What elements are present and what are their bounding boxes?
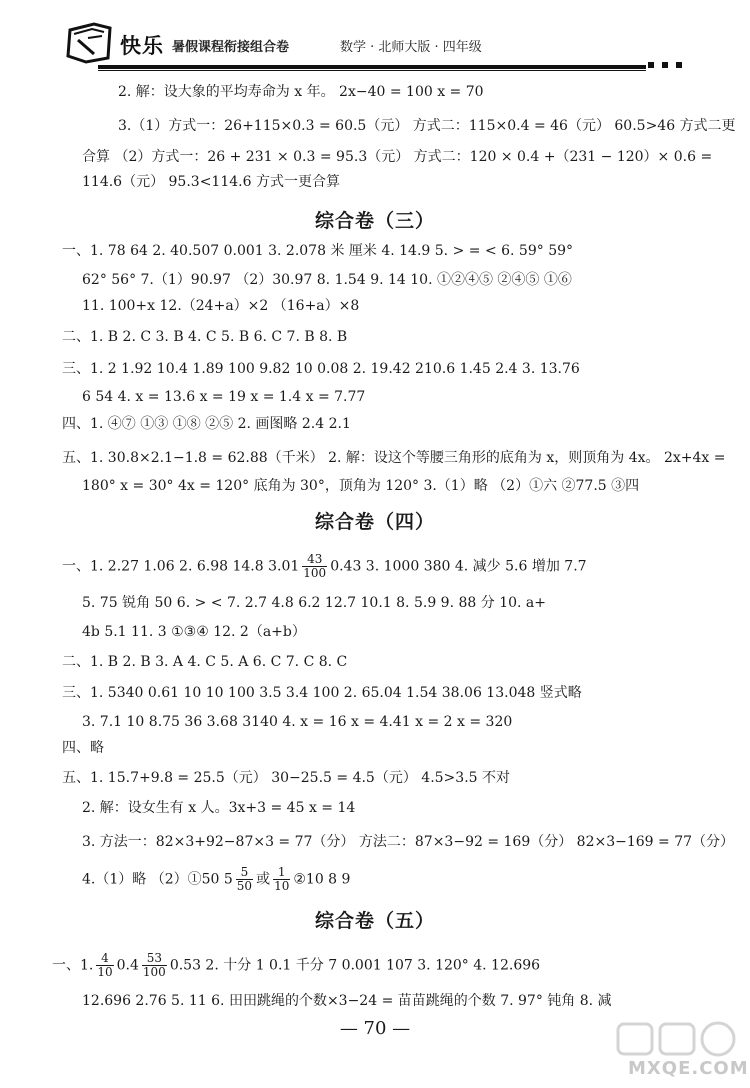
answer-line: 5. 75 锐角 50 6. > < 7. 2.7 4.8 6.2 12.7 10.1 8. 5.9 9. 88 分 10. a+ xyxy=(82,595,546,611)
answer-line: 一、1. 78 64 2. 40.507 0.001 3. 2.078 米 厘米 4. 14.9 5. > = < 6. 59° 59° xyxy=(62,243,574,259)
header-rule xyxy=(98,65,646,69)
denominator: 50 xyxy=(236,879,253,893)
fraction xyxy=(273,866,290,893)
page-header xyxy=(0,0,750,80)
answer-text: ②10 8 9 xyxy=(293,871,351,888)
answer-text: 一、1. 2.27 1.06 2. 6.98 14.8 3.01 xyxy=(62,558,300,575)
answer-line xyxy=(52,952,540,979)
answer-line: 3. 方法一：82×3+92−87×3 = 77（分） 方法二：87×3−92 = 169（分） 82×3−169 = 77（分） xyxy=(82,834,735,850)
numerator: 53 xyxy=(142,952,167,966)
numerator: 4 xyxy=(96,952,113,966)
answer-line xyxy=(62,553,587,580)
answer-line: 6 54 4. x = 13.6 x = 19 x = 1.4 x = 7.77 xyxy=(82,389,366,405)
header-square-icon xyxy=(676,62,682,68)
answer-line: 4b 5.1 11. 3 ①③④ 12. 2（a+b） xyxy=(82,624,306,640)
header-square-icon xyxy=(648,62,654,68)
answer-text: 0.43 3. 1000 380 4. 减少 5.6 增加 7.7 xyxy=(330,558,587,575)
answer-line: 合算 （2）方式一：26 + 231 × 0.3 = 95.3（元） 方式二：120 × 0.4 +（231 − 120）× 0.6 = xyxy=(82,149,713,165)
denominator: 10 xyxy=(97,965,113,979)
denominator: 100 xyxy=(303,566,327,580)
answer-line: 12.696 2.76 5. 11 6. 田田跳绳的个数×3−24 = 苗苗跳绳的个数 7. 97° 钝角 8. 减 xyxy=(82,993,612,1009)
answer-line: 2. 解：设大象的平均寿命为 x 年。 2x−40 = 100 x = 70 xyxy=(118,84,484,100)
answer-line: 二、1. B 2. B 3. A 4. C 5. A 6. C 7. C 8. C xyxy=(62,654,348,670)
denominator: 100 xyxy=(142,965,166,979)
answer-line: 二、1. B 2. C 3. B 4. C 5. B 6. C 7. B 8. B xyxy=(62,329,348,345)
brand-title: 快乐 xyxy=(120,34,164,58)
fraction xyxy=(96,952,113,979)
answer-text: 0.53 2. 十分 1 0.1 千分 7 0.001 107 3. 120° 4. 12.696 xyxy=(169,957,541,974)
fraction xyxy=(302,553,327,580)
answer-line: 四、略 xyxy=(62,740,104,756)
answer-line: 四、1. ④⑦ ①③ ①⑧ ②⑤ 2. 画图略 2.4 2.1 xyxy=(62,416,351,432)
answer-text: 0.4 xyxy=(116,957,139,974)
answer-line: 2. 解：设女生有 x 人。3x+3 = 45 x = 14 xyxy=(82,800,356,816)
numerator: 43 xyxy=(302,553,327,567)
book-logo-icon xyxy=(64,20,116,66)
fraction xyxy=(236,866,253,893)
answer-line: 180° x = 30° 4x = 120° 底角为 30°，顶角为 120° 3.（1）略 （2）①六 ②77.5 ③四 xyxy=(82,478,640,494)
answer-line: 11. 100+x 12.（24+a）×2 （16+a）×8 xyxy=(82,298,360,314)
answer-line: 114.6（元） 95.3<114.6 方式一更合算 xyxy=(82,174,340,190)
answer-line: 五、1. 15.7+9.8 = 25.5（元） 30−25.5 = 4.5（元） 4.5>3.5 不对 xyxy=(62,770,510,786)
section-title: 综合卷（三） xyxy=(314,210,435,232)
answer-line: 62° 56° 7.（1）90.97 （2）30.97 8. 1.54 9. 14 10. ①②④⑤ ②④⑤ ①⑥ xyxy=(82,272,572,288)
answer-line: 三、1. 5340 0.61 10 10 100 3.5 3.4 100 2. 65.04 1.54 38.06 13.048 竖式略 xyxy=(62,685,582,701)
answer-line: 三、1. 2 1.92 10.4 1.89 100 9.82 10 0.08 2. 19.42 210.6 1.45 2.4 3. 13.76 xyxy=(62,361,580,377)
answer-text: 或 xyxy=(256,871,271,888)
fraction xyxy=(142,952,167,979)
answer-line: 五、1. 30.8×2.1−1.8 = 62.88（千米） 2. 解：设这个等腰三角形的底角为 x，则顶角为 4x。 2x+4x = xyxy=(62,450,726,466)
answer-text: 4.（1）略 （2）①50 5 xyxy=(82,871,233,888)
denominator: 10 xyxy=(274,879,290,893)
header-square-icon xyxy=(662,62,668,68)
answer-line xyxy=(82,866,350,893)
section-title: 综合卷（五） xyxy=(314,910,435,932)
numerator: 1 xyxy=(273,866,290,880)
numerator: 5 xyxy=(236,866,253,880)
series-title: 暑假课程衔接组合卷 xyxy=(172,40,290,55)
page-number: — 70 — xyxy=(339,1018,411,1039)
answer-line: 3.（1）方式一：26+115×0.3 = 60.5（元） 方式二：115×0.4 = 46（元） 60.5>46 方式二更 xyxy=(118,118,736,134)
section-title: 综合卷（四） xyxy=(314,511,435,533)
answer-line: 3. 7.1 10 8.75 36 3.68 3140 4. x = 16 x = 4.41 x = 2 x = 320 xyxy=(82,714,513,730)
header-rule-thin xyxy=(98,70,646,71)
answer-text: 一、1. xyxy=(52,957,94,974)
subject-label: 数学 · 北师大版 · 四年级 xyxy=(340,40,482,55)
watermark-text: MXQE.COM xyxy=(628,1058,749,1079)
